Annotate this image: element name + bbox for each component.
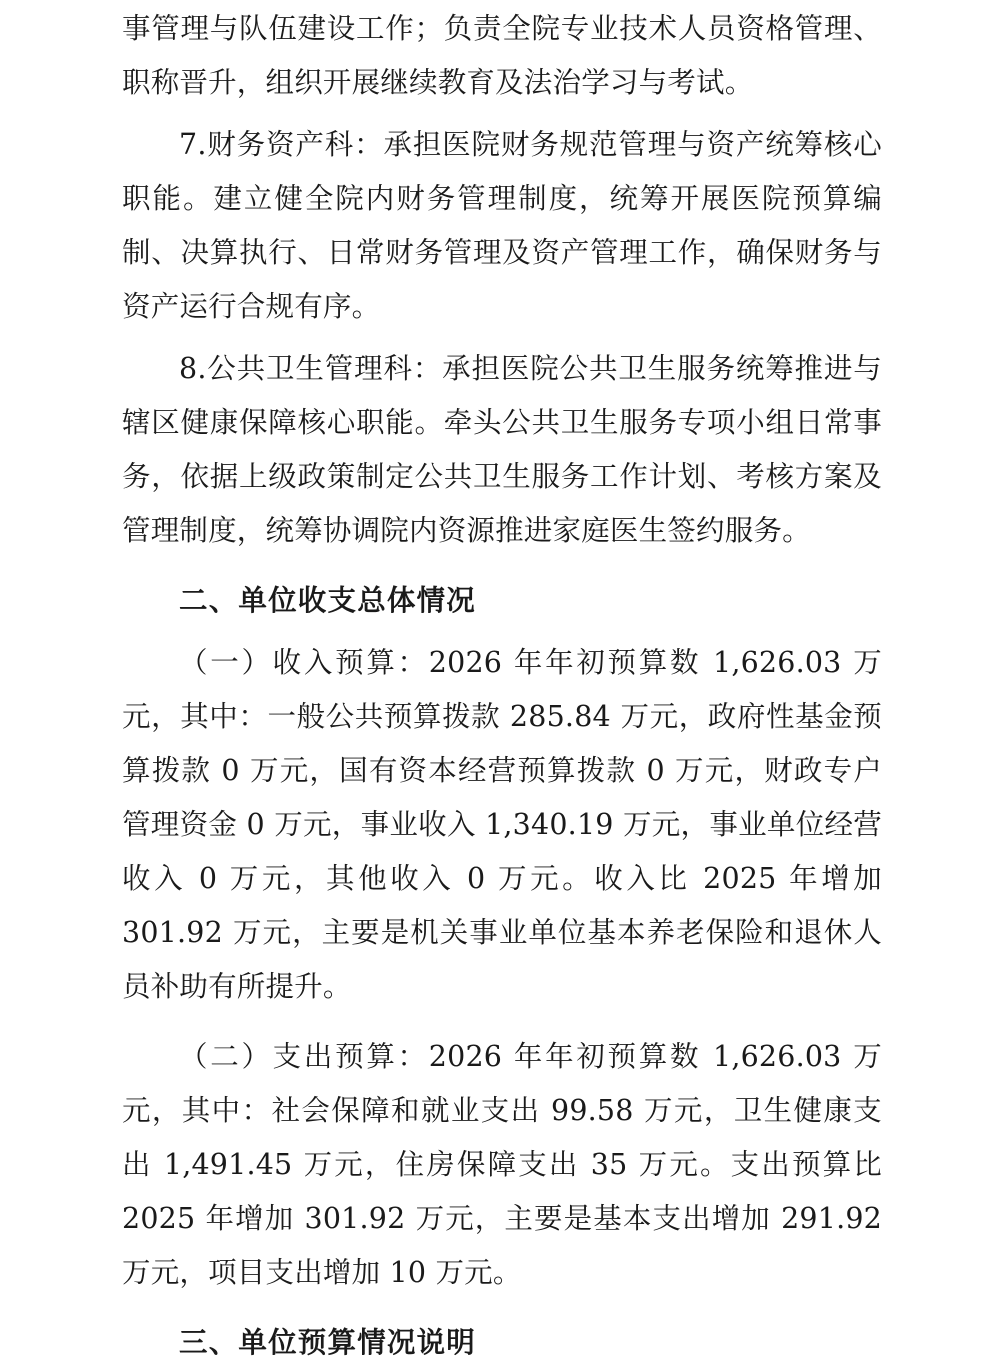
paragraph-income-budget: （一）收入预算：2026 年年初预算数 1,626.03 万元，其中：一般公共预算拨款 285.84 万元，政府性基金预算拨款 0 万元，国有资本经营预算拨款 0 万元，财政专户管理资金 0 万元，事业收入 1,340.19 万元，事业单位经营收入 0 万元，其他收入 0 万元。收入比 2025 年增加 301.92 万元，主要是机关事业单位基本养老保险和退休人员补助有所提升。: [122, 646, 882, 1003]
heading-section-two: 二、单位收支总体情况: [179, 584, 477, 617]
spacer: [122, 1300, 882, 1316]
spacer: [122, 1014, 882, 1030]
document-body: [122, 0, 882, 1370]
spacer: [122, 334, 882, 342]
heading-section-three: 三、单位预算情况说明: [179, 1326, 477, 1359]
paragraph-item-8-public-health: 8.公共卫生管理科：承担医院公共卫生服务统筹推进与辖区健康保障核心职能。牵头公共卫生服务专项小组日常事务，依据上级政策制定公共卫生服务工作计划、考核方案及管理制度，统筹协调院内资源推进家庭医生签约服务。: [122, 352, 882, 547]
paragraph-item-7-finance: 7.财务资产科：承担医院财务规范管理与资产统筹核心职能。建立健全院内财务管理制度，统筹开展医院预算编制、决算执行、日常财务管理及资产管理工作，确保财务与资产运行合规有序。: [122, 128, 882, 323]
paragraph-section6-continued: 事管理与队伍建设工作；负责全院专业技术人员资格管理、职称晋升，组织开展继续教育及法治学习与考试。: [122, 12, 882, 99]
spacer: [122, 558, 882, 574]
spacer: [122, 110, 882, 118]
paragraph-expenditure-budget: （二）支出预算：2026 年年初预算数 1,626.03 万元，其中：社会保障和就业支出 99.58 万元，卫生健康支出 1,491.45 万元，住房保障支出 35 万元。支出预算比 2025 年增加 301.92 万元，主要是基本支出增加 291.92 万元，项目支出增加 10 万元。: [122, 1040, 882, 1289]
spacer: [122, 628, 882, 636]
